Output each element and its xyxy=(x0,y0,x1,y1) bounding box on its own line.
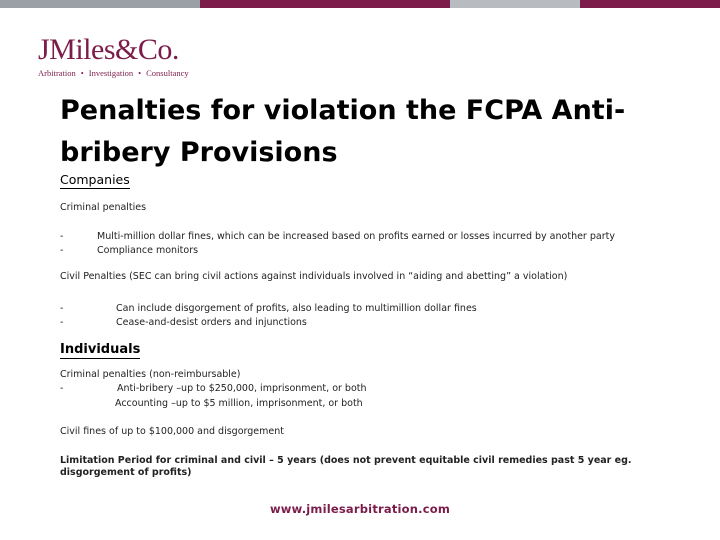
company-logo xyxy=(38,34,189,78)
tagline-separator: • xyxy=(80,68,84,78)
website-url[interactable]: www.jmilesarbitration.com xyxy=(269,502,451,516)
logo-name: JMiles&Co. xyxy=(38,33,179,66)
topbar-segment xyxy=(0,0,200,8)
tagline-investigation: Investigation xyxy=(88,68,134,78)
tagline-separator: • xyxy=(138,68,142,78)
companies-criminal-item: Compliance monitors xyxy=(97,245,199,256)
logo-tagline xyxy=(38,68,189,78)
topbar-segment xyxy=(450,0,580,8)
bullet-dash: - xyxy=(60,383,64,394)
individuals-civil-fines: Civil fines of up to $100,000 and disgorgement xyxy=(60,426,284,437)
companies-civil-item: Cease-and-desist orders and injunctions xyxy=(116,317,307,328)
individuals-heading: Individuals xyxy=(60,342,141,357)
bullet-dash: - xyxy=(60,317,64,328)
companies-civil-label: Civil Penalties (SEC can bring civil actions against individuals involved in “aiding and abetting” a violation) xyxy=(60,271,568,282)
tagline-consultancy: Consultancy xyxy=(146,68,189,78)
topbar-segment xyxy=(580,0,720,8)
slide-title: Penalties for violation the FCPA Anti-bribery Provisions xyxy=(60,95,626,168)
bullet-dash: - xyxy=(60,231,64,242)
companies-civil-item: Can include disgorgement of profits, also leading to multimillion dollar fines xyxy=(116,303,477,314)
limitation-period: Limitation Period for criminal and civil – 5 years (does not prevent equitable civil remedies past 5 year eg. disgorgement of profits) xyxy=(60,455,632,478)
bullet-dash: - xyxy=(60,303,64,314)
individuals-criminal-label: Criminal penalties (non-reimbursable) xyxy=(60,369,241,380)
individuals-criminal-item: Anti-bribery –up to $250,000, imprisonment, or both xyxy=(117,383,367,394)
companies-heading: Companies xyxy=(60,172,130,187)
companies-criminal-item: Multi-million dollar fines, which can be increased based on profits earned or losses incurred by another party xyxy=(97,231,615,242)
companies-criminal-label: Criminal penalties xyxy=(60,202,147,213)
top-color-bar xyxy=(0,0,720,8)
tagline-arbitration: Arbitration xyxy=(38,68,76,78)
topbar-segment xyxy=(200,0,450,8)
bullet-dash: - xyxy=(60,245,64,256)
individuals-criminal-item: Accounting –up to $5 million, imprisonment, or both xyxy=(115,398,363,409)
